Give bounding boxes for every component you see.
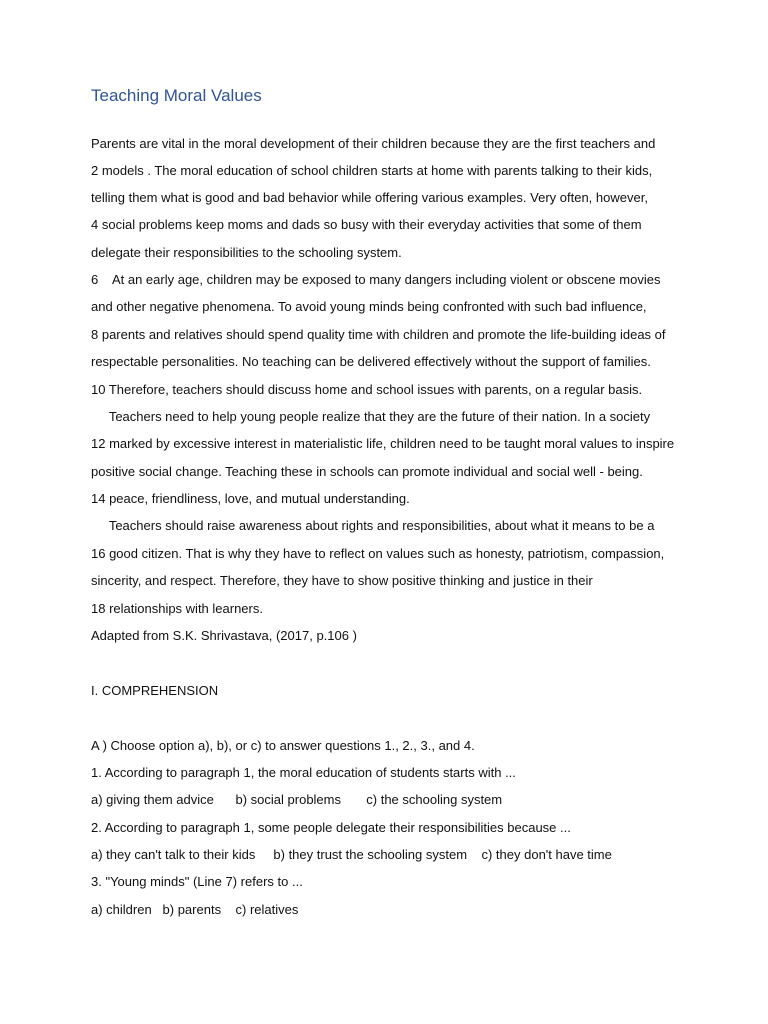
passage-line-17: sincerity, and respect. Therefore, they have to show positive thinking and justice in their (91, 573, 593, 588)
document-title: Teaching Moral Values (91, 86, 262, 105)
question-3: 3. "Young minds" (Line 7) refers to ... (91, 874, 303, 889)
section-heading: I. COMPREHENSION (91, 683, 219, 698)
passage-line-15: Teachers should raise awareness about rights and responsibilities, about what it means to be a (91, 518, 655, 533)
passage-line-3: telling them what is good and bad behavior while offering various examples. Very often, however, (91, 190, 648, 205)
passage-line-4: 4 social problems keep moms and dads so busy with their everyday activities that some of them (91, 217, 642, 232)
question-1-options: a) giving them advice b) social problems c) the schooling system (91, 792, 503, 807)
source-citation: Adapted from S.K. Shrivastava, (2017, p.106 ) (91, 628, 357, 643)
passage-line-12: 12 marked by excessive interest in materialistic life, children need to be taught moral values to inspire (91, 436, 675, 451)
passage-line-2: 2 models . The moral education of school children starts at home with parents talking to their kids, (91, 163, 653, 178)
question-3-options: a) children b) parents c) relatives (91, 902, 299, 917)
passage-line-5: delegate their responsibilities to the schooling system. (91, 245, 402, 260)
passage-line-13: positive social change. Teaching these in schools can promote individual and social well - being. (91, 464, 643, 479)
passage-line-7: and other negative phenomena. To avoid young minds being confronted with such bad influence, (91, 299, 647, 314)
passage-line-18: 18 relationships with learners. (91, 601, 263, 616)
question-2: 2. According to paragraph 1, some people delegate their responsibilities because ... (91, 820, 571, 835)
passage-line-9: respectable personalities. No teaching can be delivered effectively without the support of families. (91, 354, 651, 369)
question-2-options: a) they can't talk to their kids b) they trust the schooling system c) they don't have time (91, 847, 612, 862)
passage-line-16: 16 good citizen. That is why they have to reflect on values such as honesty, patriotism, compassion, (91, 546, 665, 561)
question-1: 1. According to paragraph 1, the moral education of students starts with ... (91, 765, 516, 780)
passage-line-8: 8 parents and relatives should spend quality time with children and promote the life-building ideas of (91, 327, 666, 342)
passage-line-6: 6 At an early age, children may be exposed to many dangers including violent or obscene movies (91, 272, 661, 287)
passage-line-1: Parents are vital in the moral development of their children because they are the first teachers and (91, 136, 656, 151)
passage-line-11: Teachers need to help young people realize that they are the future of their nation. In a society (91, 409, 651, 424)
passage-line-14: 14 peace, friendliness, love, and mutual understanding. (91, 491, 410, 506)
instruction-text: A ) Choose option a), b), or c) to answer questions 1., 2., 3., and 4. (91, 738, 475, 753)
passage-line-10: 10 Therefore, teachers should discuss home and school issues with parents, on a regular basis. (91, 382, 643, 397)
